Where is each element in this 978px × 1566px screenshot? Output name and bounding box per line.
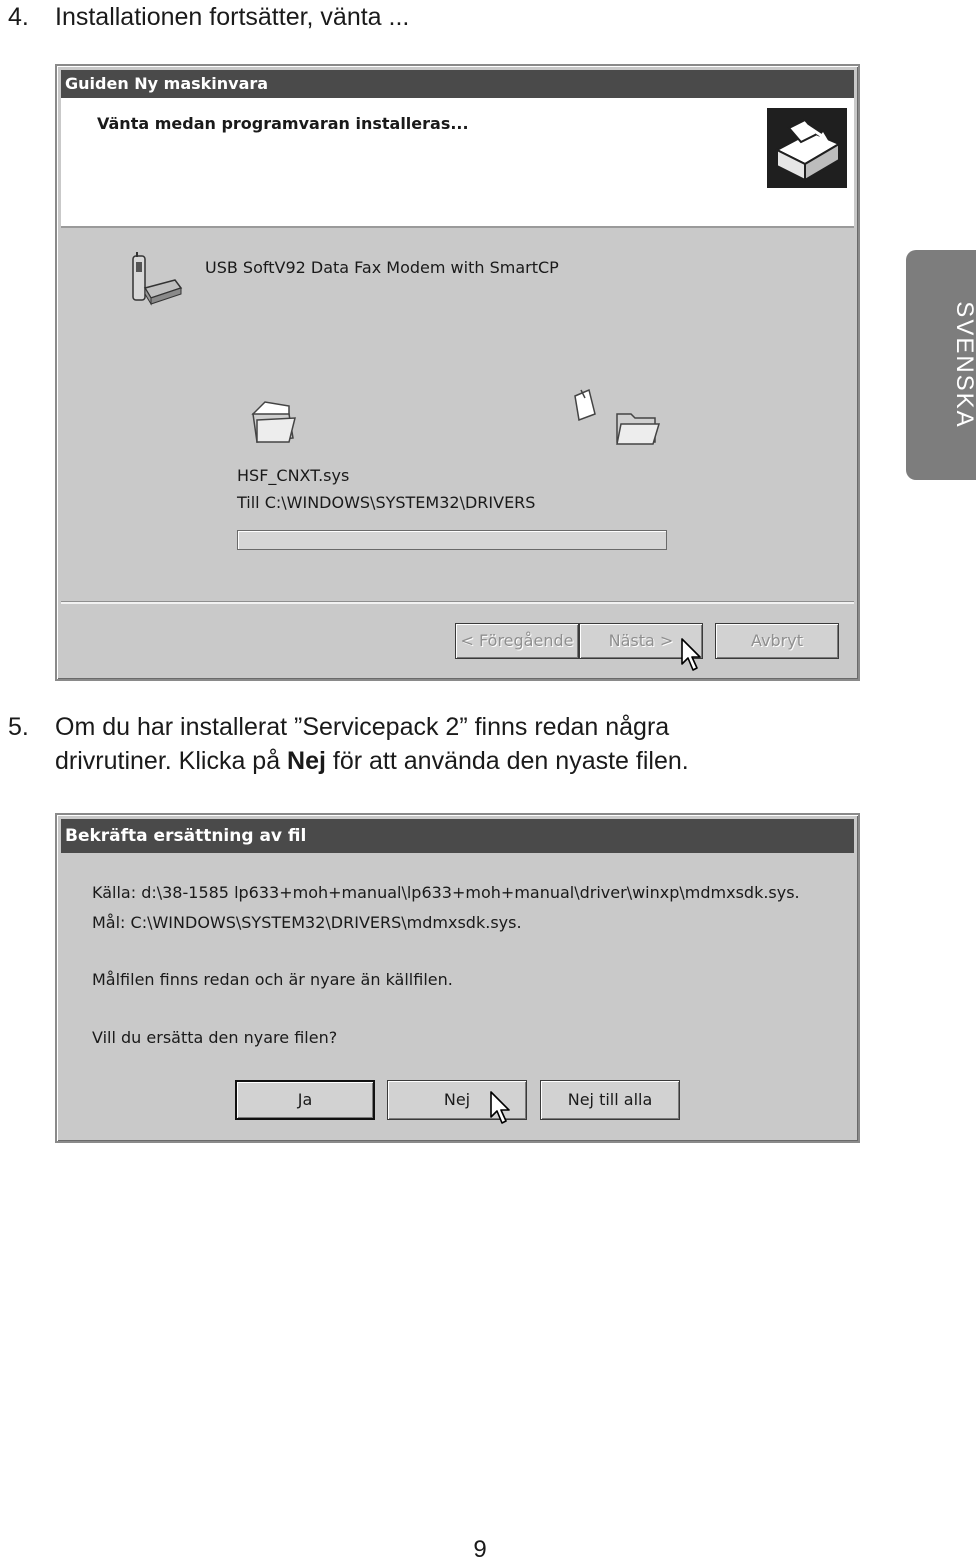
emphasized-word: Nej bbox=[287, 747, 326, 775]
dialog-title-bar[interactable]: Bekräfta ersättning av fil bbox=[61, 819, 854, 853]
step-text-line2-start: drivrutiner. Klicka på bbox=[55, 747, 288, 775]
next-button[interactable]: Nästa > bbox=[579, 623, 703, 659]
modem-phone-icon bbox=[129, 252, 183, 308]
dialog-title-bar[interactable]: Guiden Ny maskinvara bbox=[61, 70, 854, 98]
language-side-tab bbox=[906, 250, 976, 480]
install-progress-bar bbox=[237, 530, 667, 550]
back-button[interactable]: < Föregående bbox=[455, 623, 579, 659]
step-text: Installationen fortsätter, vänta ... bbox=[55, 3, 410, 31]
step-number: 4. bbox=[8, 3, 29, 31]
step-4-instruction bbox=[8, 0, 409, 34]
no-to-all-button[interactable]: Nej till alla bbox=[540, 1080, 680, 1120]
hardware-wizard-icon bbox=[767, 108, 847, 188]
cancel-button[interactable]: Avbryt bbox=[715, 623, 839, 659]
wizard-subtitle: Vänta medan programvaran installeras... bbox=[97, 114, 469, 133]
wizard-header bbox=[61, 98, 854, 228]
mouse-cursor-icon bbox=[681, 638, 703, 672]
target-path: Mål: C:\WINDOWS\SYSTEM32\DRIVERS\mdmxsdk.sys. bbox=[92, 913, 522, 932]
yes-button[interactable]: Ja bbox=[235, 1080, 375, 1120]
no-button[interactable]: Nej bbox=[387, 1080, 527, 1120]
page-number: 9 bbox=[473, 1536, 487, 1563]
folder-icon bbox=[613, 408, 661, 448]
confirm-file-replace-dialog bbox=[55, 813, 860, 1143]
new-hardware-wizard-dialog bbox=[55, 64, 860, 681]
source-path: Källa: d:\38-1585 lp633+moh+manual\lp633+moh+manual\driver\winxp\mdmxsdk.sys. bbox=[92, 883, 800, 902]
file-name: HSF_CNXT.sys bbox=[237, 466, 350, 485]
question-message: Vill du ersätta den nyare filen? bbox=[92, 1028, 338, 1047]
step-text-line2-end: för att använda den nyaste filen. bbox=[325, 747, 689, 775]
flying-paper-icon bbox=[569, 388, 599, 424]
divider bbox=[61, 601, 854, 604]
step-5-instruction bbox=[8, 710, 689, 778]
folder-open-icon bbox=[249, 398, 297, 446]
destination-path: Till C:\WINDOWS\SYSTEM32\DRIVERS bbox=[237, 493, 536, 512]
device-name: USB SoftV92 Data Fax Modem with SmartCP bbox=[205, 258, 559, 277]
mouse-cursor-icon bbox=[490, 1091, 512, 1125]
step-text-line1: Om du har installerat ”Servicepack 2” finns redan några bbox=[55, 713, 670, 741]
step-number: 5. bbox=[8, 713, 29, 741]
info-message: Målfilen finns redan och är nyare än källfilen. bbox=[92, 970, 453, 989]
side-tab-label: SVENSKA bbox=[950, 301, 978, 429]
